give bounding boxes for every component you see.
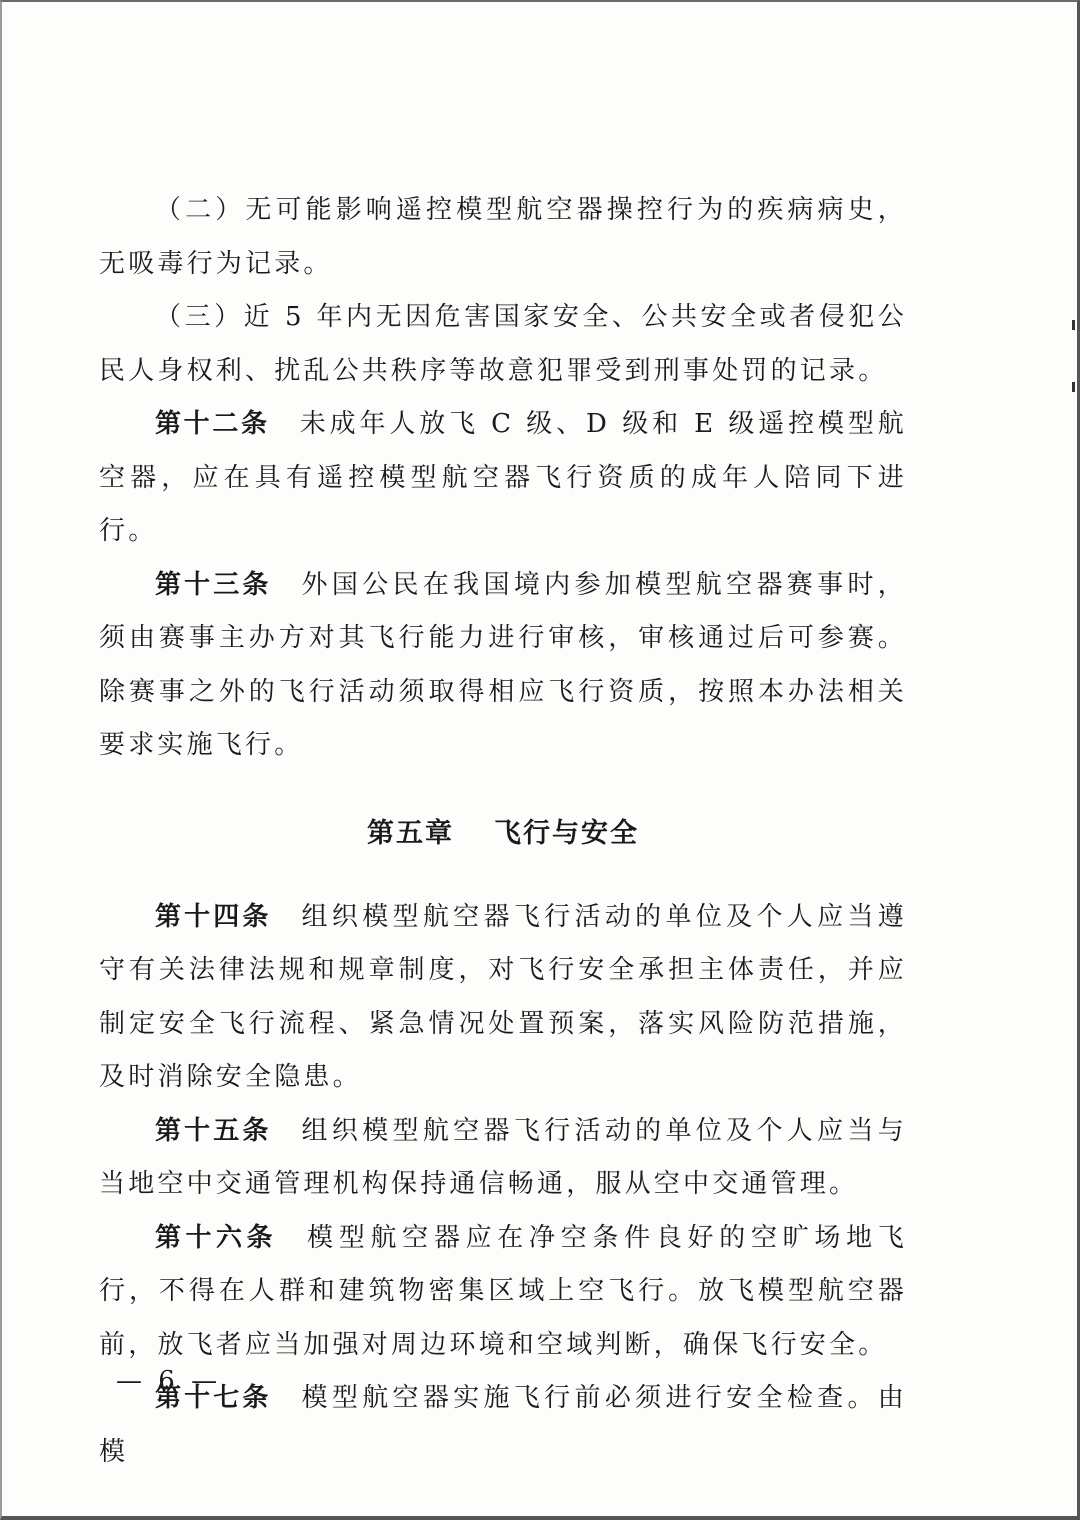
- paragraph-text: 组织模型航空器飞行活动的单位及个人应当遵守有关法律法规和规章制度，对飞行安全承担主体责任，并应制定安全飞行流程、紧急情况处置预案，落实风险防范措施，及时消除安全隐患。: [99, 901, 907, 1092]
- paragraph-text: （三）近 5 年内无因危害国家安全、公共安全或者侵犯公民人身权利、扰乱公共秩序等故意犯罪受到刑事处罚的记录。: [99, 302, 907, 386]
- article-number: 第十三条: [155, 569, 272, 600]
- article-number: 第十五条: [155, 1115, 272, 1146]
- paragraph-text: 未成年人放飞 C 级、D 级和 E 级遥控模型航空器，应在具有遥控模型航空器飞行资质的成年人陪同下进行。: [99, 409, 907, 546]
- chapter-title: 飞行与安全: [494, 817, 639, 849]
- article-number: 第十二条: [155, 409, 270, 439]
- paragraph-text: 组织模型航空器飞行活动的单位及个人应当与当地空中交通管理机构保持通信畅通，服从空中交通管理。: [99, 1115, 907, 1199]
- paragraph-text: 模型航空器实施飞行前必须进行安全检查。由模: [99, 1383, 907, 1467]
- page-content: [99, 184, 907, 1479]
- article-number: 第十四条: [155, 901, 272, 932]
- paragraph: [99, 291, 907, 398]
- paragraph-text: （二）无可能影响遥控模型航空器操控行为的疾病病史，无吸毒行为记录。: [99, 195, 907, 279]
- scan-edge-mark: [1072, 382, 1075, 392]
- chapter-number: 第五章: [367, 817, 454, 849]
- paragraph: [99, 891, 907, 1105]
- article-number: 第十六条: [155, 1222, 278, 1253]
- paragraph: [99, 1105, 907, 1212]
- scan-edge-mark: [1072, 320, 1075, 330]
- paragraphs-top: [99, 184, 907, 773]
- paragraph-text: 外国公民在我国境内参加模型航空器赛事时，须由赛事主办方对其飞行能力进行审核，审核通过后可参赛。除赛事之外的飞行活动须取得相应飞行资质，按照本办法相关要求实施飞行。: [99, 569, 907, 760]
- page-number: — 6 —: [116, 1366, 222, 1396]
- article-number: 第十七条: [155, 1383, 272, 1413]
- paragraph: [99, 184, 907, 291]
- paragraph: [99, 559, 907, 773]
- paragraph: [99, 398, 907, 559]
- paragraph-text: 模型航空器应在净空条件良好的空旷场地飞行，不得在人群和建筑物密集区域上空飞行。放飞模型航空器前，放飞者应当加强对周边环境和空域判断，确保飞行安全。: [99, 1222, 907, 1360]
- chapter-heading: [99, 807, 907, 861]
- paragraph: [99, 1212, 907, 1373]
